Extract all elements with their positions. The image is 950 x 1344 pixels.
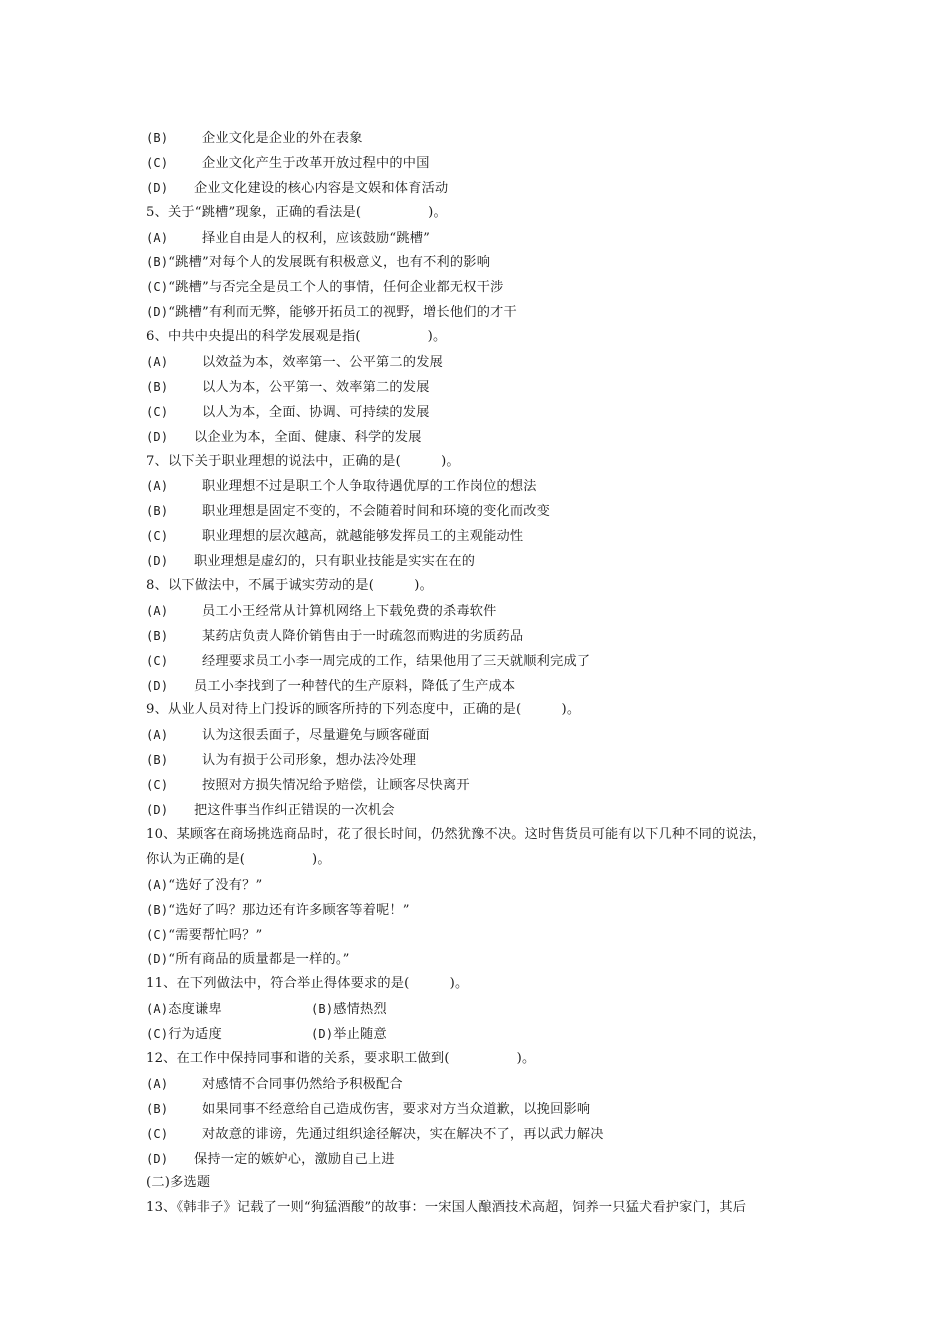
option-line bbox=[146, 898, 816, 923]
option-line bbox=[146, 275, 816, 300]
option-letter: (C) bbox=[146, 653, 169, 668]
option-text: 职业理想不过是职工个人争取待遇优厚的工作岗位的想法 bbox=[202, 479, 537, 495]
option-line bbox=[146, 798, 816, 823]
option-letter: (A) bbox=[146, 1002, 169, 1017]
option-line bbox=[146, 524, 816, 549]
option-text: 企业文化产生于改革开放过程中的中国 bbox=[202, 155, 430, 171]
option-text: 举止随意 bbox=[333, 1027, 387, 1043]
document-page bbox=[146, 126, 816, 1221]
question-line: 12、在工作中保持同事和谐的关系，要求职工做到( )。 bbox=[146, 1050, 536, 1066]
option-text: 按照对方损失情况给予赔偿，让顾客尽快离开 bbox=[202, 778, 470, 794]
option-text: 以企业为本，全面、健康、科学的发展 bbox=[194, 429, 422, 445]
option-cell bbox=[146, 1022, 311, 1048]
option-text: “跳槽”与否完全是员工个人的事情，任何企业都无权干涉 bbox=[168, 280, 504, 296]
option-letter: (B) bbox=[311, 1002, 334, 1017]
option-text: 职业理想的层次越高，就越能够发挥员工的主观能动性 bbox=[202, 529, 524, 545]
option-text: 以人为本，公平第一、效率第二的发展 bbox=[202, 379, 430, 395]
question-line: 5、关于“跳槽”现象，正确的看法是( )。 bbox=[146, 204, 447, 220]
option-letter: (D) bbox=[311, 1027, 334, 1042]
option-letter: (A) bbox=[146, 603, 169, 618]
option-letter: (C) bbox=[146, 927, 169, 942]
option-text: 把这件事当作纠正错误的一次机会 bbox=[194, 803, 395, 819]
option-line bbox=[146, 375, 816, 400]
option-text: 员工小李找到了一种替代的生产原料，降低了生产成本 bbox=[194, 678, 516, 694]
option-text: “所有商品的质量都是一样的。” bbox=[168, 952, 350, 968]
option-text: 职业理想是固定不变的，不会随着时间和环境的变化而改变 bbox=[202, 504, 551, 520]
option-letter: (B) bbox=[146, 504, 169, 519]
option-text: 某药店负责人降价销售由于一时疏忽而购进的劣质药品 bbox=[202, 628, 524, 644]
option-line bbox=[146, 474, 816, 499]
option-letter: (D) bbox=[146, 952, 169, 967]
option-line bbox=[146, 624, 816, 649]
option-text: 行为适度 bbox=[168, 1027, 222, 1043]
option-text: 认为有损于公司形象，想办法冷处理 bbox=[202, 753, 417, 769]
option-letter: (A) bbox=[146, 479, 169, 494]
question-line: (二)多选题 bbox=[146, 1175, 211, 1191]
option-letter: (D) bbox=[146, 429, 169, 444]
option-line bbox=[146, 350, 816, 375]
option-line bbox=[146, 1072, 816, 1097]
option-letter: (A) bbox=[146, 230, 169, 245]
option-letter: (B) bbox=[146, 628, 169, 643]
question-line: 13、《韩非子》记载了一则“狗猛酒酸”的故事：一宋国人酿酒技术高超，饲养一只猛犬看护家门，其后 bbox=[146, 1200, 747, 1216]
option-letter: (B) bbox=[146, 131, 169, 145]
option-letter: (D) bbox=[146, 180, 169, 195]
option-letter: (A) bbox=[146, 728, 169, 743]
option-letter: (B) bbox=[146, 255, 169, 270]
option-text: “选好了没有？” bbox=[168, 877, 263, 893]
option-line bbox=[146, 748, 816, 773]
option-cell bbox=[311, 1022, 476, 1048]
option-letter: (A) bbox=[146, 877, 169, 892]
option-letter: (C) bbox=[146, 778, 169, 793]
option-text: 以人为本，全面、协调、可持续的发展 bbox=[202, 404, 430, 420]
option-line bbox=[146, 425, 816, 450]
option-line bbox=[146, 549, 816, 574]
option-line bbox=[146, 873, 816, 898]
option-letter: (C) bbox=[146, 1027, 169, 1042]
option-letter: (D) bbox=[146, 803, 169, 818]
option-text: “跳槽”对每个人的发展既有积极意义，也有不利的影响 bbox=[168, 255, 491, 271]
option-line bbox=[146, 723, 816, 748]
option-text: 员工小王经常从计算机网络上下载免费的杀毒软件 bbox=[202, 603, 497, 619]
option-line bbox=[146, 250, 816, 275]
option-letter: (C) bbox=[146, 280, 169, 295]
option-line bbox=[146, 300, 816, 325]
option-line bbox=[146, 151, 816, 176]
option-line bbox=[146, 1097, 816, 1122]
option-text: 如果同事不经意给自己造成伤害，要求对方当众道歉，以挽回影响 bbox=[202, 1101, 591, 1117]
question-line: 8、以下做法中，不属于诚实劳动的是( )。 bbox=[146, 578, 434, 594]
option-line bbox=[146, 1122, 816, 1147]
option-line bbox=[146, 674, 816, 699]
option-letter: (A) bbox=[146, 1076, 169, 1091]
option-letter: (B) bbox=[146, 379, 169, 394]
option-text: 企业文化建设的核心内容是文娱和体育活动 bbox=[194, 180, 449, 196]
option-line bbox=[146, 649, 816, 674]
option-line bbox=[146, 599, 816, 624]
option-line bbox=[146, 1147, 816, 1172]
option-line bbox=[146, 400, 816, 425]
question-line: 11、在下列做法中，符合举止得体要求的是( )。 bbox=[146, 976, 469, 992]
option-text: “选好了吗？那边还有许多顾客等着呢！” bbox=[168, 902, 410, 918]
option-pair-line bbox=[146, 1022, 816, 1047]
option-letter: (B) bbox=[146, 1101, 169, 1116]
option-line bbox=[146, 499, 816, 524]
question-line: 9、从业人员对待上门投诉的顾客所持的下列态度中，正确的是( )。 bbox=[146, 702, 581, 718]
option-cell bbox=[146, 997, 311, 1023]
option-line bbox=[146, 176, 816, 201]
option-text: 职业理想是虚幻的，只有职业技能是实实在在的 bbox=[194, 554, 476, 570]
option-letter: (D) bbox=[146, 305, 169, 320]
option-text: 对故意的诽谤，先通过组织途径解决，实在解决不了，再以武力解决 bbox=[202, 1126, 604, 1142]
option-text: 对感情不合同事仍然给予积极配合 bbox=[202, 1076, 403, 1092]
option-text: 态度谦卑 bbox=[168, 1002, 222, 1018]
option-line bbox=[146, 126, 816, 151]
option-letter: (C) bbox=[146, 155, 169, 170]
option-letter: (D) bbox=[146, 554, 169, 569]
option-letter: (C) bbox=[146, 404, 169, 419]
option-line bbox=[146, 947, 816, 972]
option-letter: (B) bbox=[146, 902, 169, 917]
option-text: 以效益为本，效率第一、公平第二的发展 bbox=[202, 355, 443, 371]
option-letter: (C) bbox=[146, 529, 169, 544]
option-text: 认为这很丢面子，尽量避免与顾客碰面 bbox=[202, 728, 430, 744]
question-line: 你认为正确的是( )。 bbox=[146, 851, 331, 867]
option-text: 感情热烈 bbox=[333, 1002, 387, 1018]
option-cell bbox=[311, 997, 476, 1023]
option-letter: (D) bbox=[146, 1151, 169, 1166]
option-text: 保持一定的嫉妒心，激励自己上进 bbox=[194, 1151, 395, 1167]
option-text: 择业自由是人的权利，应该鼓励“跳槽” bbox=[202, 230, 431, 246]
question-line: 7、以下关于职业理想的说法中，正确的是( )。 bbox=[146, 453, 460, 469]
option-letter: (A) bbox=[146, 355, 169, 370]
option-line bbox=[146, 923, 816, 948]
option-text: 经理要求员工小李一周完成的工作，结果他用了三天就顺利完成了 bbox=[202, 653, 591, 669]
option-letter: (B) bbox=[146, 753, 169, 768]
option-line bbox=[146, 773, 816, 798]
option-line bbox=[146, 226, 816, 251]
question-line: 6、中共中央提出的科学发展观是指( )。 bbox=[146, 329, 447, 345]
option-text: “需要帮忙吗？” bbox=[168, 927, 263, 943]
option-text: “跳槽”有利而无弊，能够开拓员工的视野，增长他们的才干 bbox=[168, 305, 517, 321]
option-letter: (D) bbox=[146, 678, 169, 693]
option-text: 企业文化是企业的外在表象 bbox=[202, 131, 363, 146]
question-line: 10、某顾客在商场挑选商品时，花了很长时间，仍然犹豫不决。这时售货员可能有以下几种不同的说法， bbox=[146, 826, 766, 842]
option-letter: (C) bbox=[146, 1126, 169, 1141]
option-pair-line bbox=[146, 997, 816, 1022]
